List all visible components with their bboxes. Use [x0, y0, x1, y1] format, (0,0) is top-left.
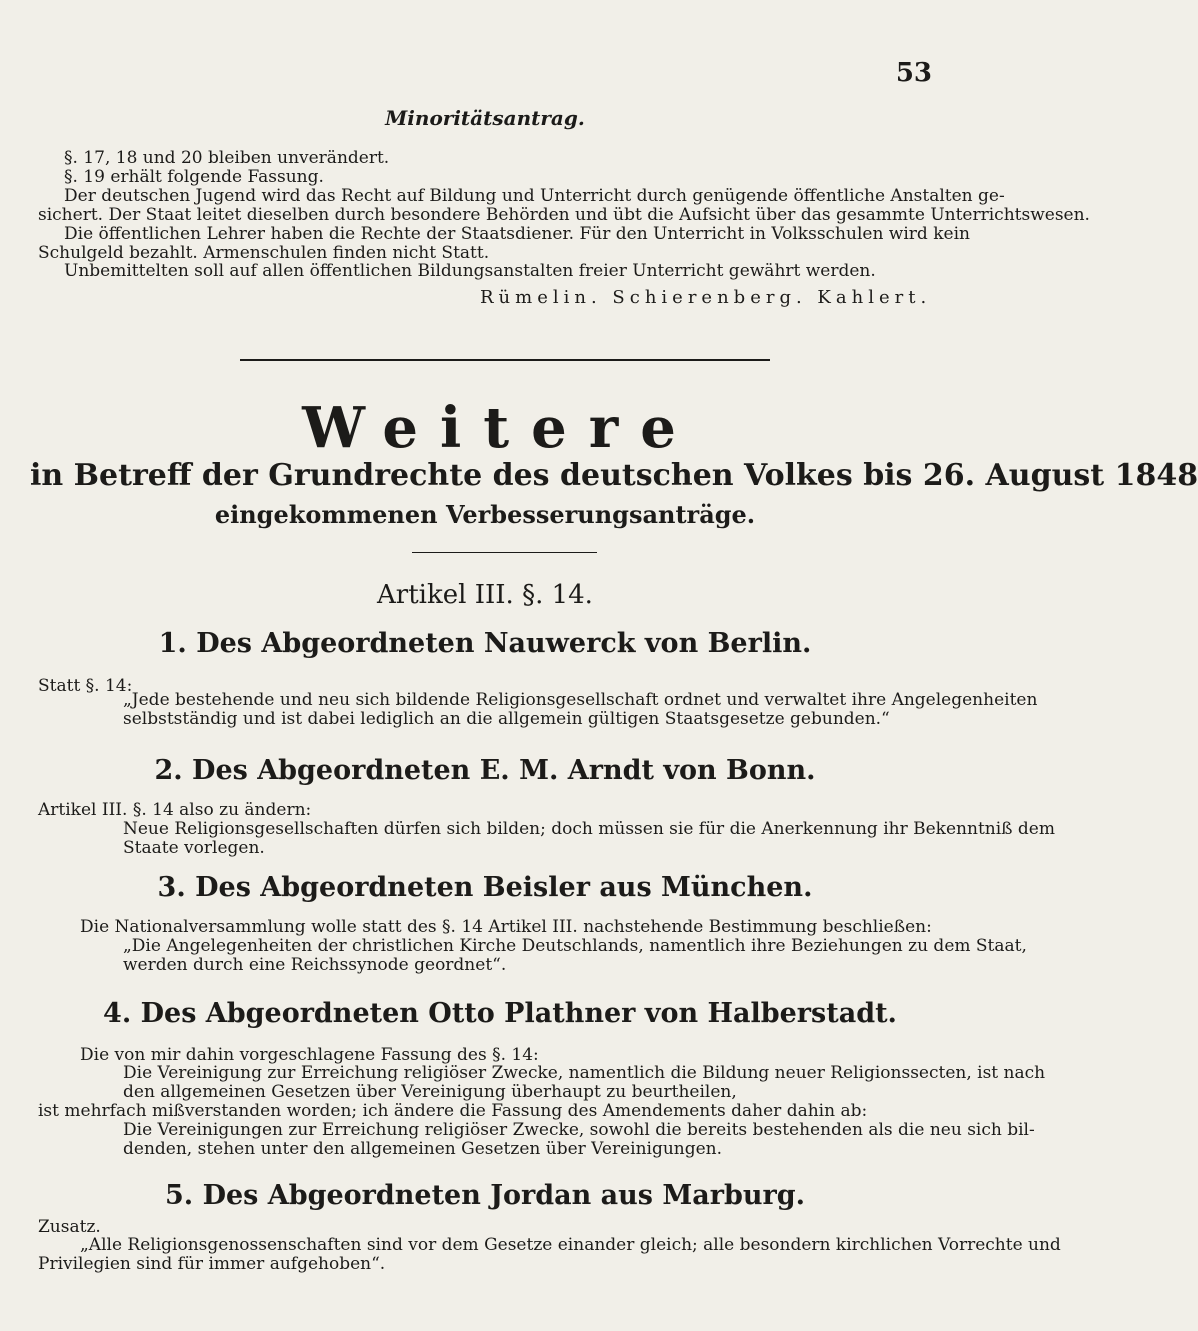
amendment-2-line: Neue Religionsgesellschaften dürfen sich bilden; doch müssen sie für die Anerkennung ihr Bekenntniß dem — [123, 819, 1055, 839]
minority-paragraph-line: Der deutschen Jugend wird das Recht auf Bildung und Unterricht durch genügende öffentliche Anstalten ge- — [64, 186, 1005, 206]
amendment-1-intro: Statt §. 14: — [38, 676, 133, 696]
amendment-3-line: „Die Angelegenheiten der christlichen Kirche Deutschlands, namentlich ihre Beziehungen zu dem Staat, — [123, 936, 1027, 956]
section-divider — [240, 359, 770, 361]
minority-line-2: §. 19 erhält folgende Fassung. — [64, 167, 324, 187]
minority-line-1: §. 17, 18 und 20 bleiben unverändert. — [64, 148, 390, 168]
amendment-3-intro: Die Nationalversammlung wolle statt des §. 14 Artikel III. nachstehende Bestimmung beschließen: — [80, 917, 932, 937]
amendment-5-intro: Zusatz. — [38, 1217, 101, 1237]
amendment-1-title: 1. Des Abgeordneten Nauwerck von Berlin. — [158, 628, 812, 659]
amendment-1-line: selbstständig und ist dabei lediglich an die allgemein gültigen Staatsgesetze gebunden.“ — [123, 709, 890, 729]
page-number: 53 — [895, 58, 932, 88]
main-heading: Weitere — [302, 395, 698, 461]
minority-paragraph-2: Unbemittelten soll auf allen öffentlichen Bildungsanstalten freier Unterricht gewährt werden. — [64, 261, 876, 281]
minority-title: Minoritätsantrag. — [385, 106, 585, 130]
amendment-3-line: werden durch eine Reichssynode geordnet“. — [123, 955, 507, 975]
main-heading-line-3: eingekommenen Verbesserungsanträge. — [214, 500, 756, 529]
amendment-1-line: „Jede bestehende und neu sich bildende Religionsgesellschaft ordnet und verwaltet ihre Angelegenheiten — [123, 690, 1038, 710]
amendment-3-title: 3. Des Abgeordneten Beisler aus München. — [157, 872, 813, 903]
main-heading-line-2: in Betreff der Grundrechte des deutschen Volkes bis 26. August 1848 — [30, 458, 1198, 493]
amendment-4-line: denden, stehen unter den allgemeinen Gesetzen über Vereinigungen. — [123, 1139, 723, 1159]
amendment-5-line: Privilegien sind für immer aufgehoben“. — [38, 1254, 386, 1274]
minority-paragraph-line: Die öffentlichen Lehrer haben die Rechte der Staatsdiener. Für den Unterricht in Volksschulen wird kein — [64, 224, 970, 244]
minority-paragraph-line: sichert. Der Staat leitet dieselben durch besondere Behörden und übt die Aufsicht über das gesammte Unterrichtswesen. — [38, 205, 1090, 225]
amendment-4-line: den allgemeinen Gesetzen über Vereinigung überhaupt zu beurtheilen, — [123, 1082, 737, 1102]
amendment-2-title: 2. Des Abgeordneten E. M. Arndt von Bonn. — [154, 755, 816, 786]
amendment-5-title: 5. Des Abgeordneten Jordan aus Marburg. — [164, 1180, 806, 1211]
amendment-4-middle: ist mehrfach mißverstanden worden; ich ändere die Fassung des Amendements daher dahin ab: — [38, 1101, 868, 1121]
heading-divider — [412, 552, 597, 553]
minority-paragraph-line: Schulgeld bezahlt. Armenschulen finden nicht Statt. — [38, 243, 490, 263]
minority-signers: Rümelin. Schierenberg. Kahlert. — [480, 287, 932, 308]
amendment-4-title: 4. Des Abgeordneten Otto Plathner von Halberstadt. — [103, 998, 897, 1029]
amendment-4-line: Die Vereinigung zur Erreichung religiöser Zwecke, namentlich die Bildung neuer Religionssecten, ist nach — [123, 1063, 1046, 1083]
amendment-4-line: Die Vereinigungen zur Erreichung religiöser Zwecke, sowohl die bereits bestehenden als die neu sich bil- — [123, 1120, 1035, 1140]
amendment-2-intro: Artikel III. §. 14 also zu ändern: — [38, 800, 312, 820]
amendment-4-intro: Die von mir dahin vorgeschlagene Fassung des §. 14: — [80, 1045, 539, 1065]
amendment-5-line: „Alle Religionsgenossenschaften sind vor dem Gesetze einander gleich; alle besondern kirchlichen Vorrechte und — [80, 1235, 1061, 1255]
amendment-2-line: Staate vorlegen. — [123, 838, 265, 858]
article-title: Artikel III. §. 14. — [377, 580, 593, 610]
